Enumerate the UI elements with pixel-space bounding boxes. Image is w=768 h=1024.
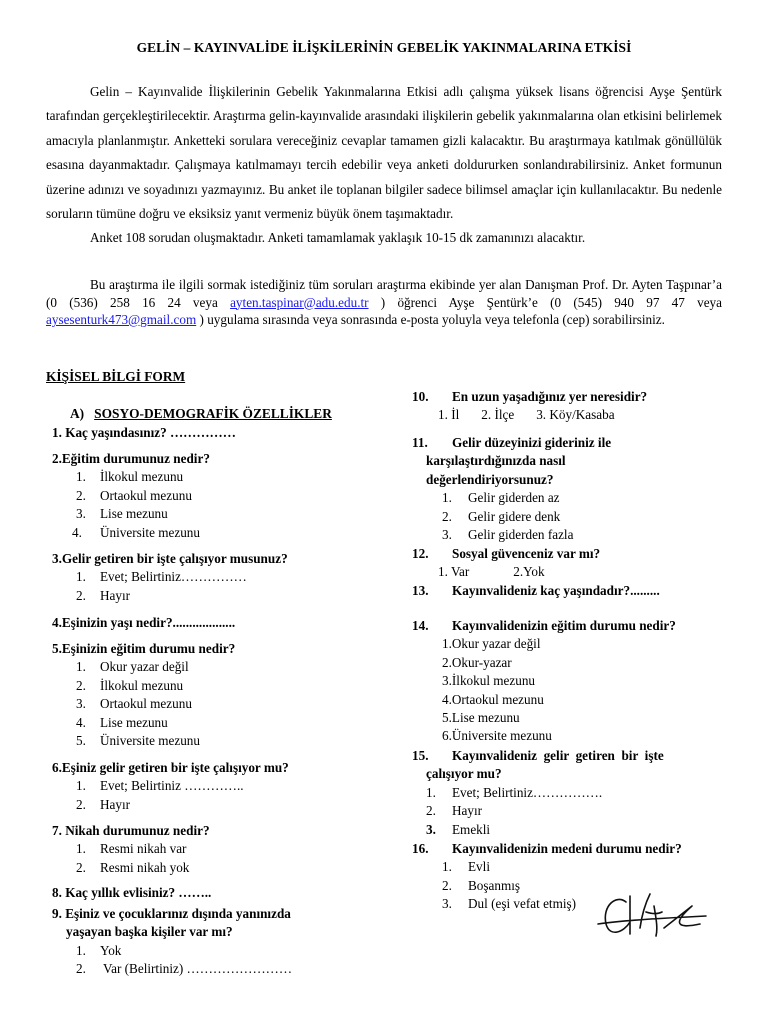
question-14-title: 14. Kayınvalidenizin eğitim durumu nedir? <box>412 618 676 633</box>
question-9 <box>52 905 372 979</box>
option[interactable]: 3. Dul (eşi vefat etmiş) <box>442 896 577 912</box>
option[interactable]: 1. Yok <box>76 942 122 958</box>
option[interactable]: 1. Var <box>438 564 470 580</box>
intro-paragraph-2: Anket 108 sorudan oluşmaktadır. Anketi tamamlamak yaklaşık 10-15 dk zamanınızı alacaktır. <box>90 230 586 246</box>
question-11 <box>412 434 722 544</box>
question-9-title-line2: yaşayan başka kişiler var mı? <box>66 924 233 940</box>
option[interactable]: 2. Var (Belirtiniz) …………………… <box>76 961 293 977</box>
question-11-title-line3: değerlendiriyorsunuz? <box>426 471 554 487</box>
contact-text-1: Bu araştırma ile ilgili sormak istediğiniz tüm soruları araştırma ekibinde yer alan Danışman Prof. Dr. Ayten Taşpınar’a (0 (536) 258 16 24 veya <box>46 277 722 310</box>
option[interactable]: 3. Emekli <box>426 821 491 837</box>
question-14 <box>412 617 722 746</box>
question-9-title-line1: 9. Eşiniz ve çocuklarınız dışında yanınızda <box>52 906 291 921</box>
question-4 <box>52 614 372 632</box>
option[interactable]: 2. Hayır <box>426 803 483 819</box>
option[interactable]: 1. İlkokul mezunu <box>76 469 184 485</box>
question-5 <box>52 640 372 750</box>
option[interactable]: 2. İlkokul mezunu <box>76 677 184 693</box>
option[interactable]: 2.Yok <box>513 564 545 580</box>
option[interactable]: 1. Evet; Belirtiniz ………….. <box>76 778 244 794</box>
question-12-options <box>412 563 722 581</box>
question-11-title-line2: karşılaştırdığınızda nasıl <box>426 453 566 469</box>
question-11-title: 11. Gelir düzeyinizi gideriniz ile <box>412 435 612 450</box>
option[interactable]: 3.İlkokul mezunu <box>442 673 536 689</box>
question-6 <box>52 759 372 814</box>
contact-info <box>46 276 722 329</box>
option[interactable]: 2. Hayır <box>76 796 131 812</box>
option[interactable]: 1. Evli <box>442 859 490 875</box>
signature-icon <box>596 884 708 944</box>
question-2 <box>52 450 372 542</box>
question-1 <box>52 424 372 442</box>
option[interactable]: 2. Resmi nikah yok <box>76 859 190 875</box>
question-10 <box>412 388 722 425</box>
option[interactable]: 2. Hayır <box>76 587 131 603</box>
subsection-title <box>70 406 332 422</box>
option[interactable]: 1. Evet; Belirtiniz……………. <box>426 784 603 800</box>
subsection-letter: A) <box>70 406 85 421</box>
question-7 <box>52 822 372 877</box>
question-8 <box>52 884 372 902</box>
question-13 <box>412 582 722 600</box>
question-15-title: 15. Kayınvalideniz gelir getiren bir işte <box>412 748 664 763</box>
contact-paragraph <box>46 276 722 329</box>
option[interactable]: 6.Üniversite mezunu <box>442 728 552 744</box>
question-3 <box>52 550 372 605</box>
option[interactable]: 2. Boşanmış <box>442 877 521 893</box>
option[interactable]: 3. Gelir giderden fazla <box>442 527 574 543</box>
question-10-options <box>412 406 722 424</box>
question-15-title-line2: çalışıyor mu? <box>426 766 502 782</box>
question-4-title: 4.Eşinizin yaşı nedir?................... <box>52 615 236 630</box>
option[interactable]: 2. İlçe <box>481 407 515 423</box>
question-5-title: 5.Eşinizin eğitim durumu nedir? <box>52 641 236 656</box>
student-email-link[interactable]: aysesenturk473@gmail.com <box>46 312 197 327</box>
option[interactable]: 1. Gelir giderden az <box>442 490 560 506</box>
question-6-title: 6.Eşiniz gelir getiren bir işte çalışıyor mu? <box>52 760 289 775</box>
section-title: KİŞİSEL BİLGİ FORM <box>46 369 186 384</box>
question-16-title: 16. Kayınvalidenizin medeni durumu nedir? <box>412 841 682 856</box>
option[interactable]: 1. Okur yazar değil <box>76 659 189 675</box>
advisor-email-link[interactable]: ayten.taspinar@adu.edu.tr <box>230 294 369 310</box>
question-7-title: 7. Nikah durumunuz nedir? <box>52 823 210 838</box>
question-12-title: 12. Sosyal güvenceniz var mı? <box>412 546 601 561</box>
option[interactable]: 3. Lise mezunu <box>76 506 168 522</box>
option[interactable]: 5.Lise mezunu <box>442 710 520 726</box>
question-10-title: 10. En uzun yaşadığınız yer neresidir? <box>412 389 648 404</box>
option[interactable]: 4. Lise mezunu <box>76 714 168 730</box>
intro-paragraph-1: Gelin – Kayınvalide İlişkilerinin Gebelik Yakınmalarına Etkisi adlı çalışma yüksek lisans öğrencisi Ayşe Şentürk tarafından gerçekleştirilecektir. Araştırma gelin-kayınvalide arasındaki ilişkilerin gebelik yakınmalarına olan etkisini belirlemek amacıyla planlanmıştır. Anketteki sorulara vereceğiniz cevaplar tamamen gizli kalacaktır. Bu araştırmaya katılmak gönüllülük esasına dayanmaktadır. Çalışmaya katılmamayı tercih edebilir veya anketi doldururken sonlandırabilirsiniz. Anket formunun üzerine adınızı ve soyadınızı yazmayınız. Bu anket ile toplanan bilgiler sadece bilimsel amaçlar için kullanılacaktır. Bu nedenle soruların tümüne doğru ve eksiksiz yanıt vermeniz büyük önem taşımaktadır. <box>46 84 722 222</box>
question-1-title: 1. Kaç yaşındasınız? …………… <box>52 425 236 440</box>
option[interactable]: 4.Ortaokul mezunu <box>442 691 544 707</box>
option[interactable]: 2. Gelir gidere denk <box>442 508 561 524</box>
option[interactable]: 2. Ortaokul mezunu <box>76 487 192 503</box>
contact-text-3: ) uygulama sırasında veya sonrasında e-posta yoluyla veya telefonla (cep) sorabilirsiniz. <box>196 312 665 327</box>
option[interactable]: 5. Üniversite mezunu <box>76 733 200 749</box>
option[interactable]: 1. Resmi nikah var <box>76 841 187 857</box>
question-13-title: 13. Kayınvalideniz kaç yaşındadır?......... <box>412 583 660 598</box>
option[interactable]: 4. Üniversite mezunu <box>72 524 200 540</box>
option[interactable]: 3. Ortaokul mezunu <box>76 696 192 712</box>
question-12 <box>412 545 722 582</box>
option[interactable]: 1.Okur yazar değil <box>442 636 541 652</box>
question-2-title: 2.Eğitim durumunuz nedir? <box>52 451 210 466</box>
option[interactable]: 3. Köy/Kasaba <box>536 407 615 423</box>
option[interactable]: 2.Okur-yazar <box>442 654 512 670</box>
question-3-title: 3.Gelir getiren bir işte çalışıyor musunuz? <box>52 551 288 566</box>
intro-text <box>46 80 722 251</box>
option[interactable]: 1. Evet; Belirtiniz…………… <box>76 569 247 585</box>
document-title: GELİN – KAYINVALİDE İLİŞKİLERİNİN GEBELİK YAKINMALARINA ETKİSİ <box>136 40 632 55</box>
option[interactable]: 1. İl <box>438 407 460 423</box>
subsection-label: SOSYO-DEMOGRAFİK ÖZELLİKLER <box>94 406 332 421</box>
contact-text-2: ) öğrenci Ayşe Şentürk’e (0 (545) 940 97 47 veya <box>368 294 722 310</box>
question-14-options <box>412 635 722 745</box>
question-8-title: 8. Kaç yıllık evlisiniz? …….. <box>52 885 212 900</box>
question-15 <box>412 747 722 839</box>
